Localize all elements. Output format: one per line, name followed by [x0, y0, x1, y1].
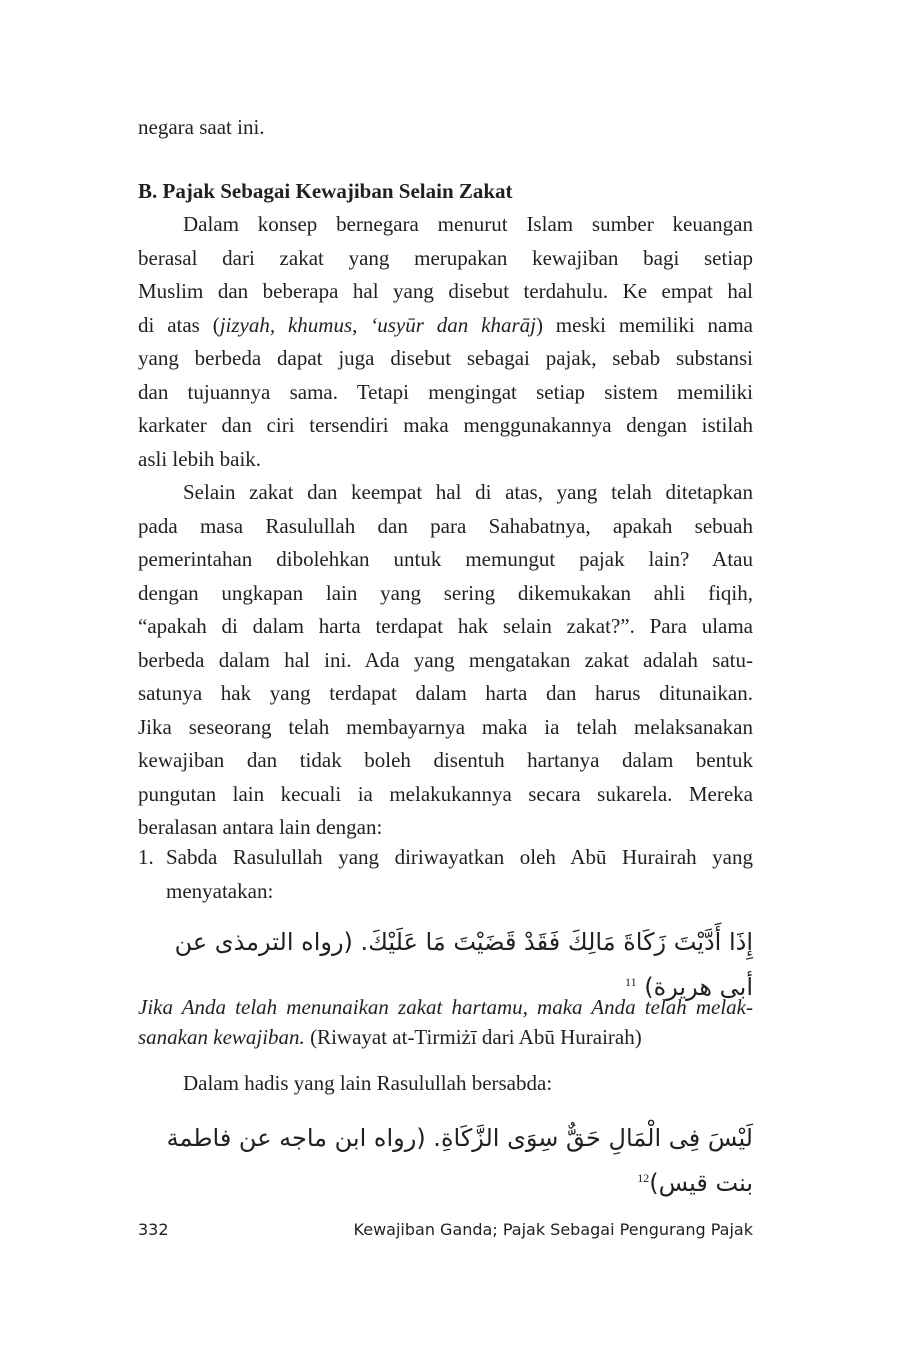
- text-line: beralasan antara lain dengan:: [138, 815, 383, 839]
- text-line: Dalam konsep bernegara menurut Islam sumber keuangan: [183, 212, 753, 236]
- text-line: “apakah di dalam harta terdapat hak selain zakat?”. Para ulama: [138, 614, 753, 638]
- translation-italic: sanakan kewajiban.: [138, 1025, 305, 1049]
- hadith-2-intro: Dalam hadis yang lain Rasulullah bersabda:: [183, 1071, 553, 1095]
- footnote-11[interactable]: 11: [625, 975, 637, 989]
- text-line: pada masa Rasulullah dan para Sahabatnya, apakah sebuah: [138, 513, 753, 538]
- text-line: Jika seseorang telah membayarnya maka ia telah melaksanakan: [138, 714, 753, 739]
- text-line: karkater dan ciri tersendiri maka menggunakannya dengan istilah: [138, 413, 753, 437]
- text-line: yang berbeda dapat juga disebut sebagai pajak, sebab substansi: [138, 346, 753, 370]
- text-line: kewajiban dan tidak boleh disentuh hartanya dalam bentuk: [138, 748, 753, 772]
- list-number: 1.: [138, 845, 154, 869]
- footnote-12[interactable]: 12: [637, 1171, 650, 1185]
- text-segment: ) meski memiliki nama: [535, 312, 753, 337]
- text-line: dengan ungkapan lain yang sering dikemukakan ahli fiqih,: [138, 580, 753, 605]
- text-line: berasal dari zakat yang merupakan kewajiban bagi setiap: [138, 245, 753, 270]
- hadith-2-text: لَيْسَ فِى الْمَالِ حَقٌّ سِوَى الزَّكَاةِ. (رواه ابن ماجه عن فاطمة بنت قيس): [166, 1124, 753, 1197]
- italic-term: jizyah, khumus, ‘usyūr dan kharāj: [219, 312, 536, 337]
- hadith-1-translation-line-2: [138, 1022, 753, 1052]
- running-title: Kewajiban Ganda; Pajak Sebagai Pengurang Pajak: [353, 1220, 753, 1239]
- text-line: dan tujuannya sama. Tetapi mengingat setiap sistem memiliki: [138, 379, 753, 404]
- text-line: pungutan lain kecuali ia melakukannya secara sukarela. Mereka: [138, 781, 753, 806]
- hadith-2-arabic: [138, 1118, 753, 1203]
- hadith-1-text: إِذَا أَدَّيْتَ زَكَاةَ مَالِكَ فَقَدْ قَضَيْتَ مَا عَلَيْكَ. (رواه الترمذى عن أبى هريرة): [174, 928, 753, 1001]
- translation-source: (Riwayat at-Tirmiżī dari Abū Hurairah): [304, 1025, 642, 1049]
- text-line: Selain zakat dan keempat hal di atas, yang telah ditetapkan: [183, 480, 753, 504]
- text-line: satunya hak yang terdapat dalam harta dan harus ditunaikan.: [138, 681, 753, 705]
- text-line: Sabda Rasulullah yang diriwayatkan oleh Abū Hurairah yang: [166, 845, 753, 869]
- text-line: menyatakan:: [166, 878, 274, 903]
- text-segment: di atas (: [138, 312, 220, 337]
- text-line: Muslim dan beberapa hal yang disebut terdahulu. Ke empat hal: [138, 279, 753, 303]
- text-line: berbeda dalam hal ini. Ada yang mengatakan zakat adalah satu-: [138, 647, 753, 672]
- text-line: pemerintahan dibolehkan untuk memungut pajak lain? Atau: [138, 547, 753, 571]
- page-number: 332: [138, 1220, 169, 1239]
- hadith-1-translation-line-1: [138, 992, 753, 1022]
- continued-text: negara saat ini.: [138, 115, 265, 139]
- text-line: asli lebih baik.: [138, 446, 262, 471]
- text-line: [138, 310, 753, 340]
- translation-italic: Jika Anda telah menunaikan zakat hartamu, maka Anda telah melak-: [138, 995, 753, 1019]
- section-heading: B. Pajak Sebagai Kewajiban Selain Zakat: [138, 179, 513, 203]
